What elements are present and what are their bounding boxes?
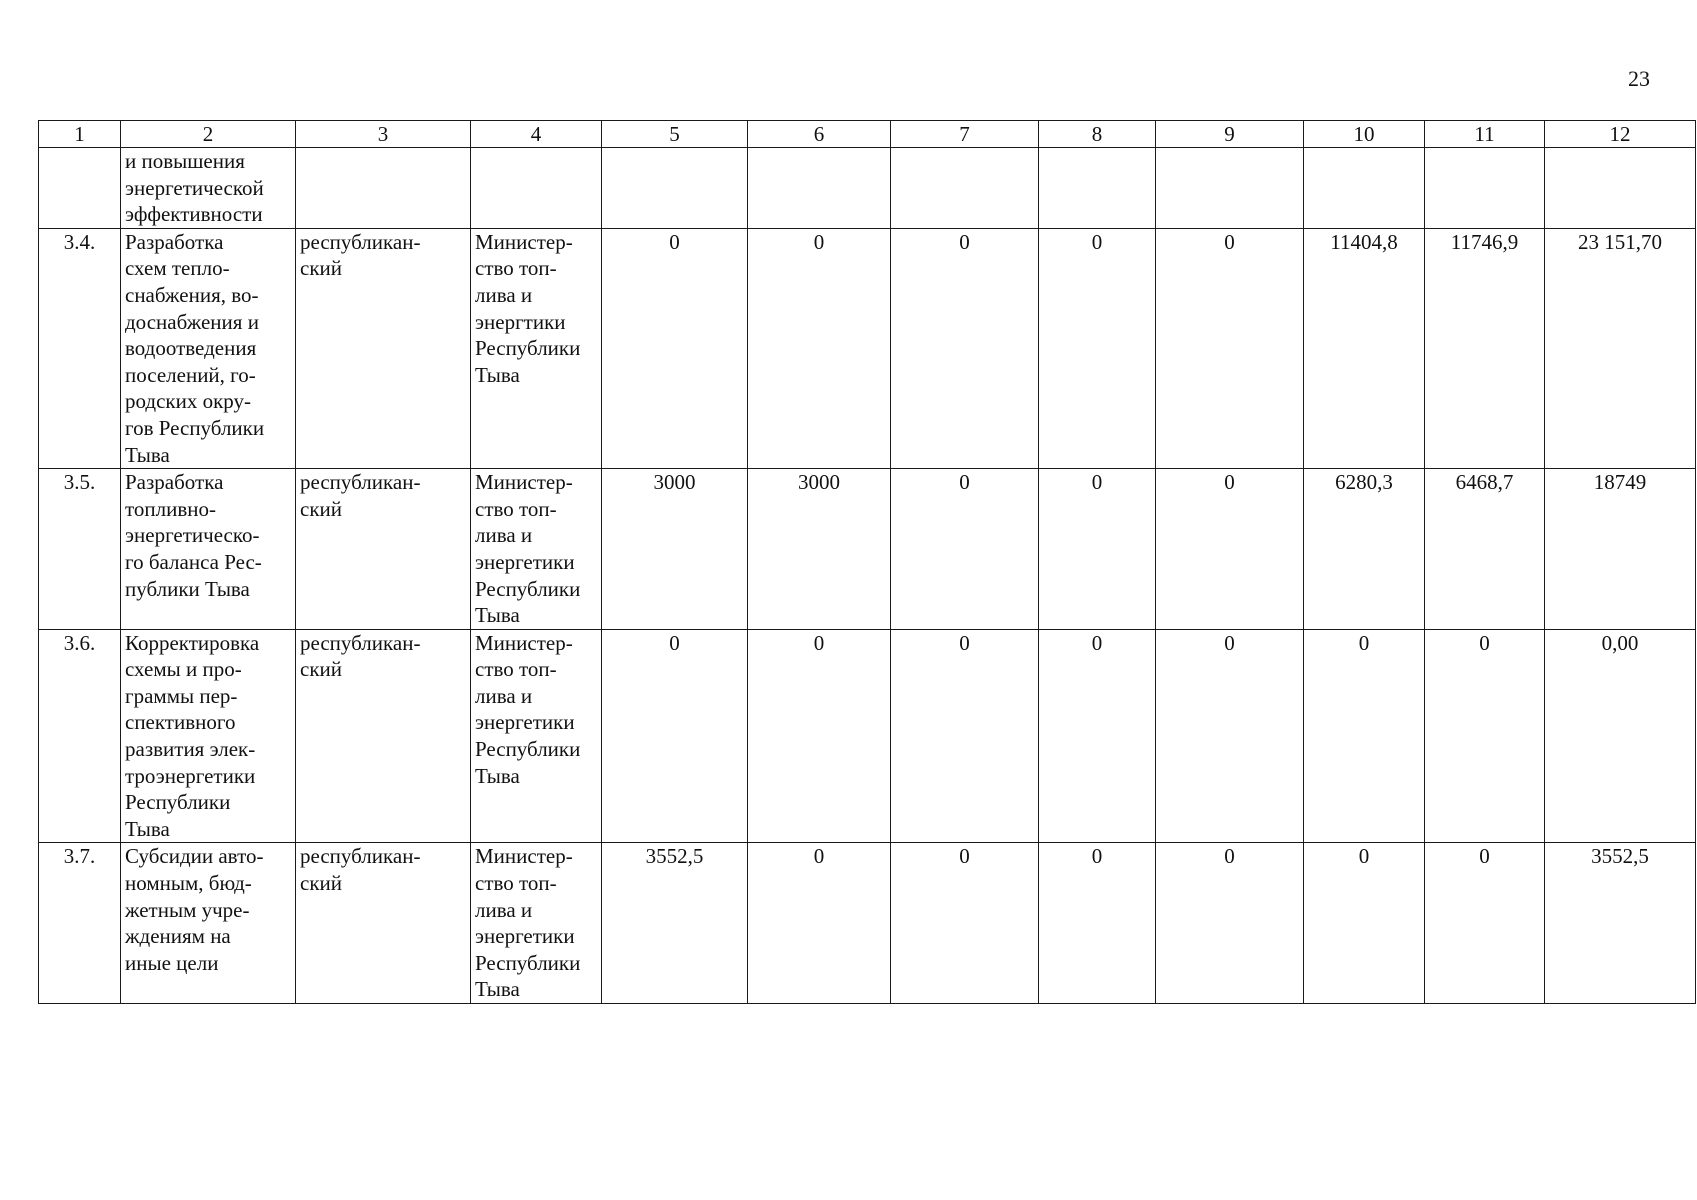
budget-level-cell <box>296 629 471 843</box>
value-cell: 6280,3 <box>1304 469 1425 630</box>
text-line: ский <box>300 657 342 682</box>
continuation-row <box>39 148 1696 229</box>
empty-cell <box>1039 148 1156 229</box>
text-line: Корректировка <box>125 630 260 655</box>
text-line: энергетики <box>475 710 575 735</box>
value-cell: 6468,7 <box>1425 469 1545 630</box>
text-line: граммы пер- <box>125 683 238 708</box>
text-line: Министер- <box>475 470 573 495</box>
text-line: Республики <box>475 737 581 762</box>
text-line: лива и <box>475 897 533 922</box>
text-line: республикан- <box>300 229 421 254</box>
column-header: 1 <box>39 121 121 148</box>
text-line: номным, бюд- <box>125 871 252 896</box>
budget-table <box>38 120 1696 1004</box>
value-cell: 0 <box>1425 843 1545 1004</box>
value-cell: 0 <box>1425 629 1545 843</box>
measure-name-cell <box>121 228 296 468</box>
budget-level-cell <box>296 469 471 630</box>
text-line: троэнергетики <box>125 763 256 788</box>
text-line: доснабжения и <box>125 309 259 334</box>
page-number: 23 <box>1628 66 1650 91</box>
text-line: развития элек- <box>125 737 256 762</box>
value-cell: 0 <box>1156 843 1304 1004</box>
value-cell: 0 <box>1156 228 1304 468</box>
column-header-row <box>39 121 1696 148</box>
total-cell: 3552,5 <box>1545 843 1696 1004</box>
text-line: Республики <box>125 790 231 815</box>
text-line: Министер- <box>475 229 573 254</box>
column-header: 9 <box>1156 121 1304 148</box>
empty-cell <box>1304 148 1425 229</box>
row-number: 3.4. <box>39 228 121 468</box>
value-cell: 11746,9 <box>1425 228 1545 468</box>
text-line: топливно- <box>125 496 217 521</box>
measure-name-cell <box>121 148 296 229</box>
table-row <box>39 469 1696 630</box>
text-line: лива и <box>475 683 533 708</box>
empty-cell <box>1156 148 1304 229</box>
text-line: ство топ- <box>475 256 557 281</box>
empty-cell <box>1425 148 1545 229</box>
value-cell: 0 <box>891 228 1039 468</box>
column-header: 2 <box>121 121 296 148</box>
value-cell: 0 <box>1156 629 1304 843</box>
executor-cell <box>471 629 602 843</box>
column-header: 10 <box>1304 121 1425 148</box>
table-row <box>39 629 1696 843</box>
row-number: 3.7. <box>39 843 121 1004</box>
budget-level-cell <box>296 843 471 1004</box>
text-line: энергетики <box>475 924 575 949</box>
empty-cell <box>296 148 471 229</box>
text-line: республикан- <box>300 630 421 655</box>
text-line: схем тепло- <box>125 256 230 281</box>
measure-name-cell <box>121 843 296 1004</box>
text-line: жетным учре- <box>125 897 250 922</box>
text-line: Тыва <box>475 977 520 1002</box>
text-line: ство топ- <box>475 871 557 896</box>
text-line: Министер- <box>475 630 573 655</box>
text-line: Тыва <box>475 362 520 387</box>
empty-cell <box>471 148 602 229</box>
text-line: эффективности <box>125 202 263 227</box>
text-line: лива и <box>475 523 533 548</box>
budget-level-cell <box>296 228 471 468</box>
empty-cell <box>748 148 891 229</box>
text-line: ждениям на <box>125 924 231 949</box>
text-line: родских окру- <box>125 389 252 414</box>
column-header: 4 <box>471 121 602 148</box>
value-cell: 0 <box>891 629 1039 843</box>
total-cell: 0,00 <box>1545 629 1696 843</box>
value-cell: 0 <box>1039 629 1156 843</box>
text-line: энергетическо- <box>125 523 260 548</box>
value-cell: 11404,8 <box>1304 228 1425 468</box>
text-line: республикан- <box>300 470 421 495</box>
value-cell: 0 <box>1039 469 1156 630</box>
value-cell: 0 <box>748 629 891 843</box>
text-line: Республики <box>475 950 581 975</box>
value-cell: 3000 <box>748 469 891 630</box>
column-header: 3 <box>296 121 471 148</box>
text-line: публики Тыва <box>125 576 250 601</box>
value-cell: 0 <box>748 843 891 1004</box>
executor-cell <box>471 228 602 468</box>
column-header: 6 <box>748 121 891 148</box>
column-header: 11 <box>1425 121 1545 148</box>
row-number: 3.6. <box>39 629 121 843</box>
table-row <box>39 843 1696 1004</box>
empty-cell <box>1545 148 1696 229</box>
text-line: ство топ- <box>475 496 557 521</box>
text-line: спективного <box>125 710 236 735</box>
executor-cell <box>471 843 602 1004</box>
text-line: гов Республики <box>125 415 265 440</box>
value-cell: 0 <box>891 469 1039 630</box>
value-cell: 0 <box>602 629 748 843</box>
text-line: Тыва <box>125 442 170 467</box>
row-number-cell <box>39 148 121 229</box>
text-line: энергетической <box>125 175 264 200</box>
value-cell: 0 <box>1156 469 1304 630</box>
value-cell: 0 <box>1304 843 1425 1004</box>
value-cell: 0 <box>1304 629 1425 843</box>
text-line: поселений, го- <box>125 362 256 387</box>
value-cell: 3552,5 <box>602 843 748 1004</box>
empty-cell <box>602 148 748 229</box>
text-line: схемы и про- <box>125 657 242 682</box>
value-cell: 0 <box>602 228 748 468</box>
text-line: ский <box>300 496 342 521</box>
text-line: ство топ- <box>475 657 557 682</box>
value-cell: 0 <box>748 228 891 468</box>
text-line: Тыва <box>125 816 170 841</box>
text-line: Разработка <box>125 229 224 254</box>
text-line: республикан- <box>300 844 421 869</box>
text-line: Тыва <box>475 603 520 628</box>
text-line: Министер- <box>475 844 573 869</box>
executor-cell <box>471 469 602 630</box>
empty-cell <box>891 148 1039 229</box>
text-line: водоотведения <box>125 336 257 361</box>
value-cell: 0 <box>891 843 1039 1004</box>
text-line: Субсидии авто- <box>125 844 264 869</box>
text-line: Разработка <box>125 470 224 495</box>
text-line: ский <box>300 871 342 896</box>
text-line: лива и <box>475 282 533 307</box>
value-cell: 0 <box>1039 843 1156 1004</box>
table-row <box>39 228 1696 468</box>
text-line: энергетики <box>475 549 575 574</box>
measure-name-cell <box>121 629 296 843</box>
column-header: 7 <box>891 121 1039 148</box>
text-line: снабжения, во- <box>125 282 259 307</box>
text-line: Республики <box>475 576 581 601</box>
row-number: 3.5. <box>39 469 121 630</box>
column-header: 5 <box>602 121 748 148</box>
value-cell: 0 <box>1039 228 1156 468</box>
text-line: иные цели <box>125 950 219 975</box>
total-cell: 18749 <box>1545 469 1696 630</box>
text-line: энергтики <box>475 309 566 334</box>
text-line: го баланса Рес- <box>125 549 262 574</box>
text-line: Тыва <box>475 763 520 788</box>
text-line: ский <box>300 256 342 281</box>
column-header: 12 <box>1545 121 1696 148</box>
measure-name-cell <box>121 469 296 630</box>
text-line: Республики <box>475 336 581 361</box>
total-cell: 23 151,70 <box>1545 228 1696 468</box>
text-line: и повышения <box>125 149 245 173</box>
value-cell: 3000 <box>602 469 748 630</box>
column-header: 8 <box>1039 121 1156 148</box>
